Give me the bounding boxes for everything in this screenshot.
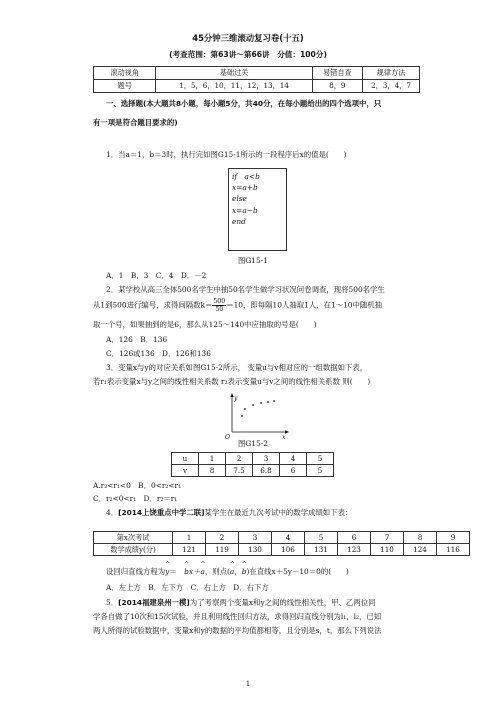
q2-line2-after: ＝10，即每隔10人抽取1人，在1～10中随机抽: [226, 300, 383, 310]
q4-row-label: 第x次考试: [94, 532, 173, 544]
section-heading-cont: 有一项是符合题目要求的): [93, 118, 178, 127]
uv-cell: 8: [199, 465, 226, 477]
q4-stem: [106, 508, 352, 518]
uv-cell: 1: [199, 453, 226, 465]
q2-line2-before: 从1到500进行编号，求得间隔数k＝: [93, 300, 213, 310]
q4-cell: 5: [305, 532, 338, 544]
scroll-table-row: [94, 80, 420, 93]
code-line: if a<b: [232, 172, 260, 181]
q5-source: [2014福建泉州一模]: [118, 598, 190, 607]
q4-text: ＝: [169, 567, 177, 576]
uv-cell: 4: [280, 453, 307, 465]
a-hat: ^ a: [200, 567, 204, 577]
scroll-table-cell: 2，3，4，7: [363, 80, 420, 93]
fraction-numerator: 500: [213, 298, 226, 305]
x-axis-label: x: [282, 434, 286, 441]
q4-regression-line: [106, 567, 349, 577]
q5-line1: [106, 598, 376, 608]
q4-cell: 1: [173, 532, 206, 544]
uv-cell: 6: [280, 465, 307, 477]
code-line: end: [232, 216, 246, 226]
scroll-table-cell: 1，5，6，10，11，12，13，14: [156, 80, 312, 93]
uv-cell: 6.8: [253, 465, 280, 477]
q2-options-2: C．126或136 D．126和136: [106, 349, 211, 358]
q4-cell: 8: [404, 532, 437, 544]
q3-line1: 3．变量x与y的对应关系如图G15-2所示， 变量u与v相对应的一组数据如下表，: [106, 363, 368, 372]
q3-uv-table: [171, 452, 334, 477]
q4-cell: 131: [305, 544, 338, 556]
q1-options: A．1 B．3 C．4 D．－2: [106, 271, 207, 280]
origin-label: O: [225, 434, 230, 441]
scroll-table-header: 基础过关: [156, 67, 312, 80]
uv-row-u: [172, 453, 334, 465]
q4-number: 4．: [106, 508, 119, 517]
q2-line1: 2．某学校从高三全体500名学生中抽50名学生做学习状况问卷调查，现将500名学生: [106, 285, 385, 294]
q4-row-score: [94, 544, 470, 556]
q2-line3: 取一个号，如果抽到的是6，那么从125～140中应抽取的号是( ): [93, 320, 317, 329]
y-hat: ^ y: [165, 567, 169, 577]
data-point: [244, 408, 246, 410]
q4-text: ，则点(: [204, 567, 230, 576]
q4-cell: 116: [437, 544, 470, 556]
q3-options-1: A.r₂<r₁<0 B．0<r₂<r₁: [93, 481, 182, 490]
page-subtitle: (考查范围：第63讲～第66讲 分值：100分): [169, 50, 327, 59]
q4-stem-text: 某学生在最近九次考试中的数学成绩如下表：: [204, 508, 353, 517]
scroll-table-row-label: 题号: [94, 80, 156, 93]
uv-cell: 2: [226, 453, 253, 465]
uv-row-v: [172, 465, 334, 477]
page-title: 45分钟三维滚动复习卷(十五): [192, 33, 304, 43]
q1-stem: 1．当a＝1，b＝3时，执行完如图G15-1所示的一段程序后x的值是( ): [106, 150, 347, 159]
q4-cell: 110: [371, 544, 404, 556]
q4-cell: 4: [272, 532, 305, 544]
q4-cell: 6: [338, 532, 371, 544]
data-point: [252, 404, 254, 406]
uv-cell: 5: [307, 453, 334, 465]
q3-scatter-figure: [224, 392, 290, 441]
q4-cell: 3: [239, 532, 272, 544]
q5-line3: 两人所得的试验数据中，变量x和y的数据的平均值都相等，且分别是s，t，那么下列说法: [93, 626, 382, 635]
q5-number: 5．: [106, 598, 119, 607]
scroll-table-header: 易错自查: [312, 67, 362, 80]
q4-source: [2014上饶重点中学二联]: [118, 508, 205, 517]
q4-cell: 123: [338, 544, 371, 556]
data-point: [260, 402, 262, 404]
page-number: 1: [245, 680, 251, 688]
q3-line2: 若r₁表示变量x与y之间的线性相关系数 r₂表示变量u与v之间的线性相关系数 则( ): [93, 377, 371, 386]
q4-cell: 2: [206, 532, 239, 544]
q4-text: ，: [234, 567, 242, 576]
q3-figure-caption: 图G15-2: [238, 439, 268, 448]
scroll-table-header-row: [94, 67, 420, 80]
q2-options-1: A．126 B．136: [106, 335, 168, 344]
uv-cell: 7.5: [226, 465, 253, 477]
q4-cell: 7: [371, 532, 404, 544]
section-heading: 一、选择题(本大题共8小题，每小题5分，共40分，在每小题给出的四个选项中，只: [106, 99, 382, 108]
q4-options: A．左上方 B．左下方 C．右上方 D．右下方: [106, 583, 269, 592]
fraction-denominator: 50: [215, 306, 224, 313]
q4-score-table: [93, 531, 470, 556]
data-point: [273, 400, 275, 402]
q4-cell: 9: [437, 532, 470, 544]
data-point: [267, 401, 269, 403]
b-hat: ^ b: [242, 567, 247, 577]
q5-text: 为了考察两个变量x和y之间的线性相关性，甲、乙两位同: [189, 598, 376, 607]
q4-text: )在直线x＋5y－10＝0的( ): [246, 567, 349, 576]
uv-cell: 5: [307, 465, 334, 477]
uv-row-label: u: [172, 453, 199, 465]
q2-line2: [93, 298, 382, 313]
q4-cell: 124: [404, 544, 437, 556]
code-line: x=a−b: [232, 205, 258, 215]
q4-text: x＋: [188, 567, 201, 576]
b-hat: ^ b: [184, 567, 189, 577]
y-axis-label: y: [234, 395, 238, 402]
q1-figure-caption: 图G15-1: [238, 256, 268, 265]
q4-text: 设回归直线方程为: [106, 567, 166, 576]
q3-options-2: C．r₂<0<r₁ D．r₂＝r₁: [93, 494, 178, 503]
q4-cell: 119: [206, 544, 239, 556]
q4-row-label: 数学成绩y(分): [94, 544, 173, 556]
x-axis-arrow: [285, 430, 289, 433]
q4-cell: 121: [173, 544, 206, 556]
q1-program-box: [228, 168, 287, 251]
scroll-table-cell: 8，9: [312, 80, 362, 93]
a-hat: ^ a: [230, 567, 234, 577]
q4-cell: 130: [239, 544, 272, 556]
q4-cell: 106: [272, 544, 305, 556]
scroll-table-header: 规律方法: [363, 67, 420, 80]
q5-line2: 学各自做了10次和15次试验，并且利用线性回归方法，求得回归直线分别为l₁，l₂，已知: [93, 612, 382, 621]
code-line: else: [232, 194, 247, 204]
q4-row-exam: [94, 532, 470, 544]
data-point: [241, 415, 243, 417]
scroll-table-header: 滚动视角: [94, 67, 156, 80]
scroll-table: [93, 66, 420, 93]
uv-cell: 3: [253, 453, 280, 465]
uv-row-label: v: [172, 465, 199, 477]
q2-fraction: [212, 298, 226, 313]
code-line: x=a+b: [232, 183, 258, 193]
